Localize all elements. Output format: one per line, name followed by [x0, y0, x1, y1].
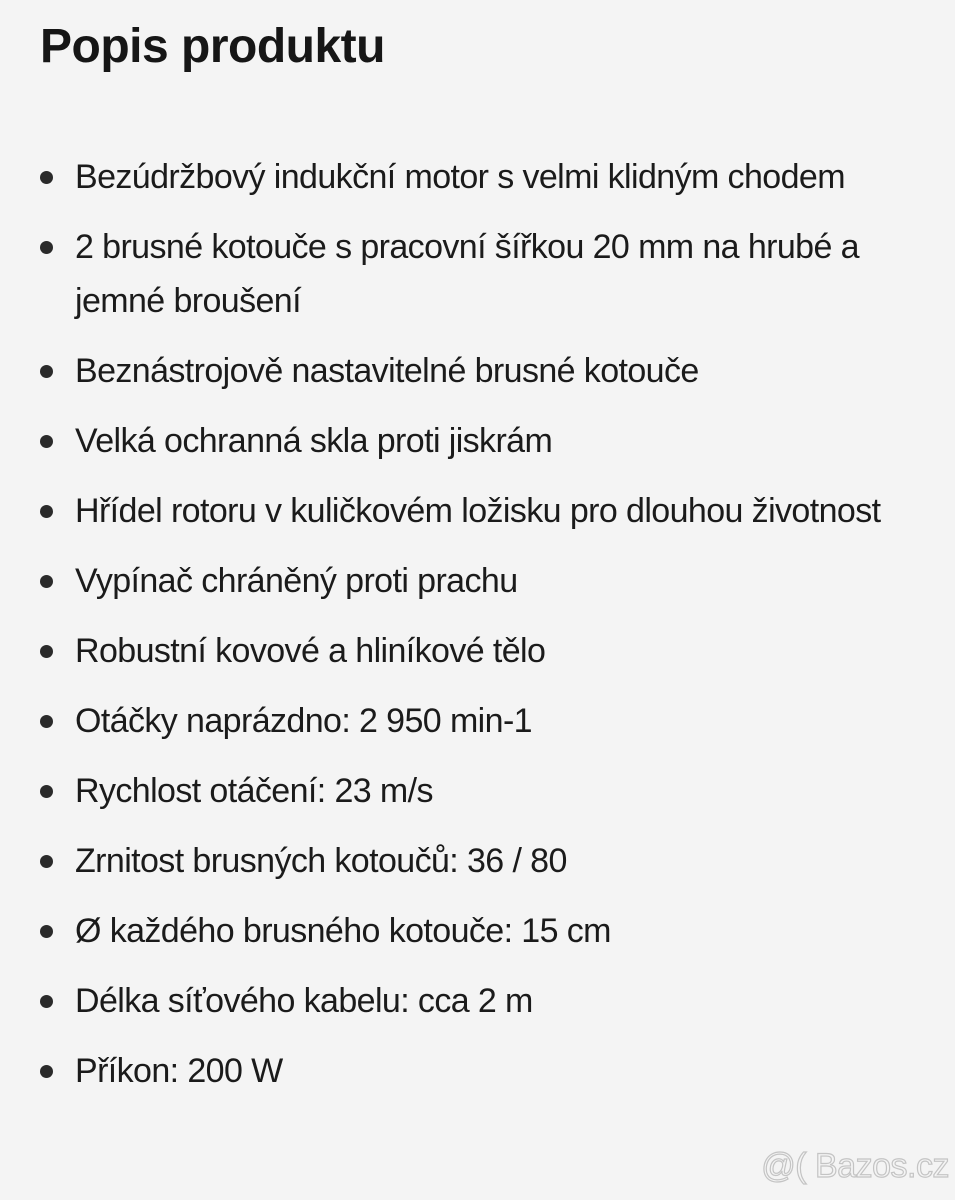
- bullet-icon: [40, 241, 53, 254]
- bullet-icon: [40, 1065, 53, 1078]
- feature-item: [0, 344, 900, 398]
- feature-text: Zrnitost brusných kotoučů: 36 / 80: [75, 842, 567, 880]
- feature-item: [0, 484, 900, 538]
- bullet-icon: [40, 925, 53, 938]
- feature-text: Délka síťového kabelu: cca 2 m: [75, 982, 533, 1020]
- feature-text: Příkon: 200 W: [75, 1052, 283, 1090]
- feature-item: [0, 220, 900, 328]
- feature-item: [0, 1044, 900, 1098]
- feature-item: [0, 414, 900, 468]
- feature-item: [0, 974, 900, 1028]
- bullet-icon: [40, 435, 53, 448]
- feature-item: [0, 694, 900, 748]
- bullet-icon: [40, 505, 53, 518]
- bullet-icon: [40, 365, 53, 378]
- feature-text: Ø každého brusného kotouče: 15 cm: [75, 912, 611, 950]
- feature-text: Rychlost otáčení: 23 m/s: [75, 772, 433, 810]
- bullet-icon: [40, 785, 53, 798]
- feature-text: Otáčky naprázdno: 2 950 min-1: [75, 702, 532, 740]
- bullet-icon: [40, 715, 53, 728]
- feature-list: [0, 150, 900, 1114]
- feature-item: [0, 834, 900, 888]
- feature-item: [0, 764, 900, 818]
- bullet-icon: [40, 575, 53, 588]
- feature-text: Velká ochranná skla proti jiskrám: [75, 422, 553, 460]
- bazos-watermark: @( Bazos.cz: [761, 1147, 949, 1185]
- feature-item: [0, 150, 900, 204]
- feature-text: Beznástrojově nastavitelné brusné kotouče: [75, 352, 699, 390]
- feature-text: Robustní kovové a hliníkové tělo: [75, 632, 546, 670]
- feature-text: Vypínač chráněný proti prachu: [75, 562, 518, 600]
- feature-text: Bezúdržbový indukční motor s velmi klidným chodem: [75, 158, 845, 196]
- feature-item: [0, 904, 900, 958]
- bullet-icon: [40, 995, 53, 1008]
- feature-text: 2 brusné kotouče s pracovní šířkou 20 mm na hrubé a jemné broušení: [75, 228, 859, 320]
- feature-item: [0, 554, 900, 608]
- bullet-icon: [40, 645, 53, 658]
- feature-item: [0, 624, 900, 678]
- feature-text: Hřídel rotoru v kuličkovém ložisku pro dlouhou životnost: [75, 492, 881, 530]
- section-title: Popis produktu: [40, 20, 385, 73]
- bullet-icon: [40, 855, 53, 868]
- bullet-icon: [40, 171, 53, 184]
